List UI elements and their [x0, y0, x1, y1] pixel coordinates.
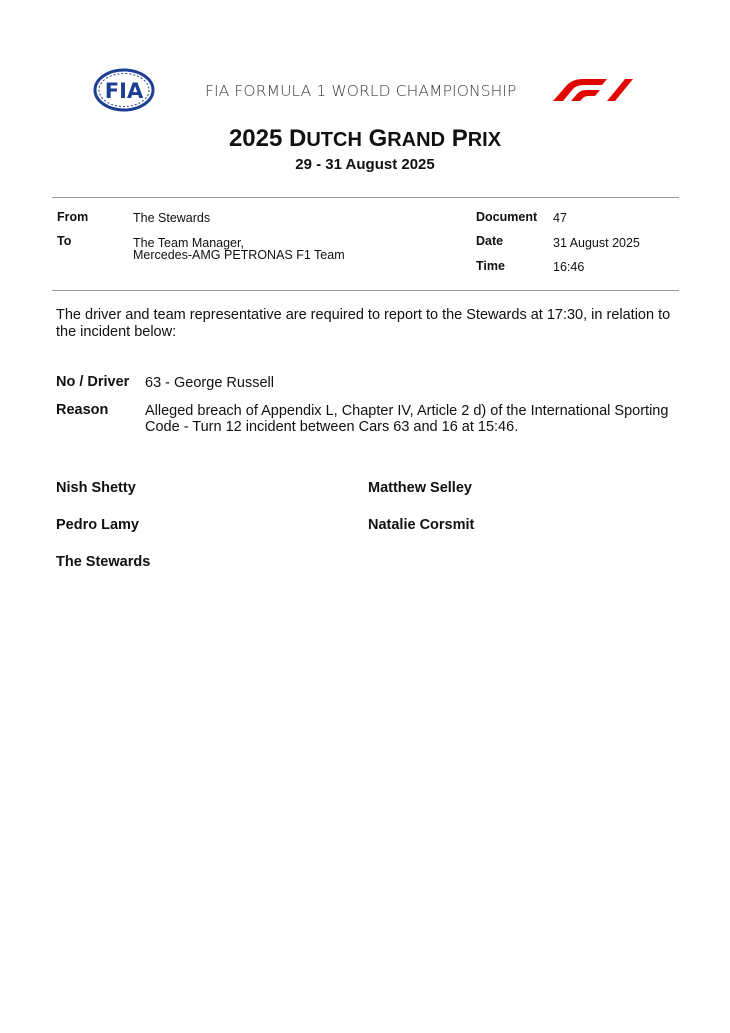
title-year: 2025 [228, 125, 283, 152]
event-dates: 29 - 31 August 2025 [295, 156, 435, 173]
title-rest: UTCH [306, 129, 362, 151]
f1-logo [545, 77, 635, 101]
summons-paragraph: The driver and team representative are required to report to the Stewards at 17:30, in relation to the incident below: [56, 307, 671, 340]
steward-name: Matthew Selley [368, 480, 472, 496]
signature-closing: The Stewards [56, 554, 151, 570]
date-value: 31 August 2025 [553, 236, 640, 250]
date-label: Date [476, 234, 504, 248]
steward-name: Nish Shetty [56, 480, 136, 496]
page-title [0, 125, 730, 153]
reason-label: Reason [56, 402, 109, 418]
fia-logo [93, 68, 155, 112]
f1-logo-text: F1 [545, 77, 547, 78]
to-value-line2: Mercedes-AMG PETRONAS F1 Team [133, 248, 345, 262]
from-label: From [57, 210, 89, 224]
to-label: To [57, 234, 72, 248]
time-value: 16:46 [553, 260, 585, 274]
title-word-prix [452, 125, 501, 152]
title-rest: RIX [467, 129, 502, 151]
driver-value: 63 - George Russell [145, 375, 274, 391]
time-label: Time [476, 259, 505, 273]
reason-value: Alleged breach of Appendix L, Chapter IV, Article 2 d) of the International Sporting Code - Turn 12 incident between Cars 63 and 16 at 15:46. [145, 403, 669, 435]
title-word-grand [369, 125, 445, 152]
title-initial: P [451, 125, 468, 152]
steward-name: Pedro Lamy [56, 517, 139, 533]
document-label: Document [476, 210, 538, 224]
championship-title: FIA FORMULA 1 WORLD CHAMPIONSHIP [205, 82, 517, 100]
driver-label: No / Driver [56, 374, 130, 390]
title-initial: G [368, 125, 388, 152]
title-word-dutch [289, 125, 362, 152]
title-initial: D [289, 125, 307, 152]
to-value-line1: The Team Manager, [133, 236, 244, 250]
from-value: The Stewards [133, 211, 211, 225]
document-value: 47 [553, 211, 567, 225]
title-rest: RAND [387, 129, 446, 151]
steward-name: Natalie Corsmit [368, 517, 475, 533]
fia-logo-text: FIA [104, 79, 144, 103]
divider-top [52, 197, 679, 198]
divider-bottom [52, 290, 679, 291]
